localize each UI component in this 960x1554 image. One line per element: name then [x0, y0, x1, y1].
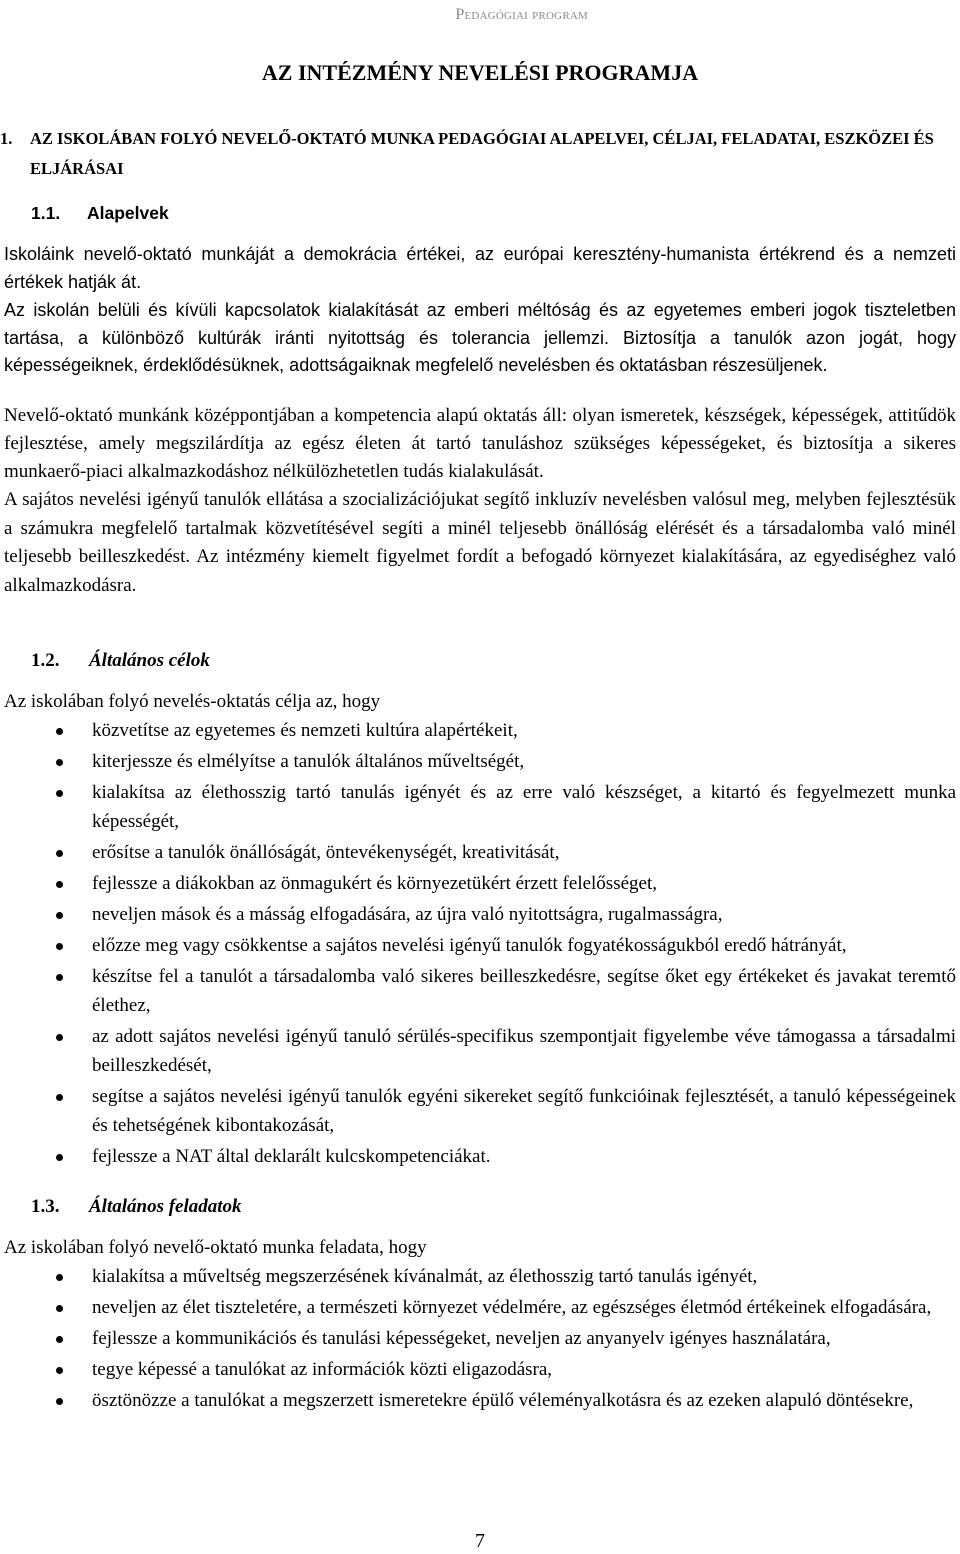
bullet-icon — [56, 1274, 63, 1281]
heading-title: Általános célok — [89, 650, 210, 671]
list-item — [4, 900, 956, 929]
list-item-text: ösztönözze a tanulókat a megszerzett ismeretekre épülő véleményalkotásra és az ezeken alapuló döntésekre, — [92, 1389, 914, 1411]
bullet-icon — [56, 1398, 63, 1405]
heading-1-3 — [31, 1196, 242, 1218]
heading-number: 1.2. — [31, 650, 60, 671]
list-item — [4, 1324, 956, 1353]
section-1-1-body — [4, 241, 956, 380]
page-number: 7 — [475, 1530, 485, 1552]
heading-number: 1.1. — [31, 203, 61, 223]
section-heading-1 — [0, 124, 946, 184]
list-item-text: neveljen mások és a másság elfogadására, az újra való nyitottságra, rugalmasságra, — [92, 903, 723, 925]
list-item-text: kiterjessze és elmélyítse a tanulók általános műveltségét, — [92, 750, 525, 772]
list-item — [4, 747, 956, 776]
bullet-icon — [56, 1154, 63, 1161]
bullet-icon — [56, 1336, 63, 1343]
bullet-icon — [56, 943, 63, 950]
bullet-icon — [56, 850, 63, 857]
bullet-icon — [56, 1034, 63, 1041]
list-item-text: előzze meg vagy csökkentse a sajátos nevelési igényű tanulók fogyatékosságukból eredő hátrányát, — [92, 934, 847, 956]
paragraph: Nevelő-oktató munkánk középpontjában a kompetencia alapú oktatás áll: olyan ismeretek, készségek, képességek, attitűdök fejlesztése, amely megszilárdítja az egész életen át tartó tanuláshoz szükséges képességeket, és biztosítja a sikeres munkaerő-piaci alkalmazkodáshoz nélkülözhetetlen tudás kialakulását. — [4, 405, 956, 482]
bullet-icon — [56, 1367, 63, 1374]
list-item — [4, 962, 956, 1020]
list-item — [4, 1022, 956, 1080]
list-item — [4, 778, 956, 836]
list-item — [4, 1355, 956, 1384]
list-item-text: tegye képessé a tanulókat az információk közti eligazodásra, — [92, 1358, 553, 1380]
list-intro: Az iskolában folyó nevelés-oktatás célja az, hogy — [4, 691, 381, 712]
list-item-text: közvetítse az egyetemes és nemzeti kultúra alapértékeit, — [92, 719, 518, 741]
list-item-text: fejlessze a diákokban az önmagukért és környezetükért érzett felelősséget, — [92, 872, 657, 894]
list-item-text: kialakítsa a műveltség megszerzésének kívánalmát, az élethosszig tartó tanulás igényét, — [92, 1265, 758, 1287]
section-1-3-body — [4, 1234, 956, 1417]
list-item — [4, 838, 956, 867]
heading-title: Alapelvek — [87, 203, 169, 223]
list-item — [4, 1386, 956, 1415]
list-item — [4, 1082, 956, 1140]
section-1-1-body-serif — [4, 402, 956, 600]
running-header: Pedagógiai program — [455, 6, 588, 23]
list-item — [4, 869, 956, 898]
section-number: 1. — [0, 129, 13, 148]
list-item-text: kialakítsa az élethosszig tartó tanulás igényét és az erre való készséget, a kitartó és fegyelmezett munka képességét, — [92, 781, 956, 832]
list-item — [4, 716, 956, 745]
bullet-icon — [56, 974, 63, 981]
bullet-icon — [56, 1305, 63, 1312]
bullet-icon — [56, 728, 63, 735]
paragraph — [4, 297, 956, 380]
list-item-text: segítse a sajátos nevelési igényű tanulók egyéni sikereket segítő funkcióinak fejlesztését, a tanuló képességeinek és tehetségének kibontakozását, — [92, 1085, 956, 1136]
list-item — [4, 1142, 956, 1171]
sentence: Biztosítja a tanulók azon jogát, hogy képességeiknek, érdeklődésüknek, adottságaiknak megfelelő nevelésben és oktatásban részesüljenek. — [4, 327, 956, 375]
tasks-list — [4, 1262, 956, 1415]
bullet-icon — [56, 759, 63, 766]
list-item — [4, 1293, 956, 1322]
section-1-2-body — [4, 688, 956, 1173]
list-item — [4, 931, 956, 960]
list-item-text: neveljen az élet tiszteletére, a természeti környezet védelmére, az egészséges életmód értékeinek elfogadására, — [92, 1296, 932, 1318]
goals-list — [4, 716, 956, 1171]
paragraph: A sajátos nevelési igényű tanulók ellátása a szocializációjukat segítő inkluzív nevelésben valósul meg, melyben fejlesztésük a számukra megfelelő tartalmak közvetítésével segíti a minél teljesebb önállóság elérését és a társadalomba való minél teljesebb beilleszkedést. Az intézmény kiemelt figyelmet fordít a befogadó környezet kialakítására, az egyediséghez való alkalmazkodásra. — [4, 489, 956, 596]
bullet-icon — [56, 912, 63, 919]
heading-title: Általános feladatok — [89, 1196, 242, 1217]
paragraph: Iskoláink nevelő-oktató munkáját a demokrácia értékei, az európai keresztény-humanista értékrend és a nemzeti értékek hatják át. — [4, 244, 956, 292]
list-item-text: fejlessze a kommunikációs és tanulási képességeket, neveljen az anyanyelv igényes használatára, — [92, 1327, 831, 1349]
bullet-icon — [56, 881, 63, 888]
list-item-text: erősítse a tanulók önállóságát, öntevékenységét, kreativitását, — [92, 841, 560, 863]
sentence: Az iskolán belüli és kívüli kapcsolatok kialakítását az emberi méltóság és az egyetemes emberi jogok tiszteletben tartása, a különböző kultúrák iránti nyitottság és tolerancia jellemzi. — [4, 300, 956, 348]
list-item — [4, 1262, 956, 1291]
list-item-text: fejlessze a NAT által deklarált kulcskompetenciákat. — [92, 1145, 491, 1167]
list-intro: Az iskolában folyó nevelő-oktató munka feladata, hogy — [4, 1237, 427, 1258]
bullet-icon — [56, 790, 63, 797]
bullet-icon — [56, 1094, 63, 1101]
heading-number: 1.3. — [31, 1196, 60, 1217]
section-title: AZ ISKOLÁBAN FOLYÓ NEVELŐ-OKTATÓ MUNKA PEDAGÓGIAI ALAPELVEI, CÉLJAI, FELADATAI, ESZKÖZEI ÉS ELJÁRÁSAI — [30, 129, 934, 178]
page-title: AZ INTÉZMÉNY NEVELÉSI PROGRAMJA — [261, 60, 699, 85]
heading-1-1 — [31, 203, 169, 225]
list-item-text: készítse fel a tanulót a társadalomba való sikeres beilleszkedésre, segítse őket egy értékeket és javakat teremtő élethez, — [92, 965, 956, 1016]
heading-1-2 — [31, 650, 210, 672]
list-item-text: az adott sajátos nevelési igényű tanuló sérülés-specifikus szempontjait figyelembe véve támogassa a társadalmi beilleszkedését, — [92, 1025, 956, 1076]
